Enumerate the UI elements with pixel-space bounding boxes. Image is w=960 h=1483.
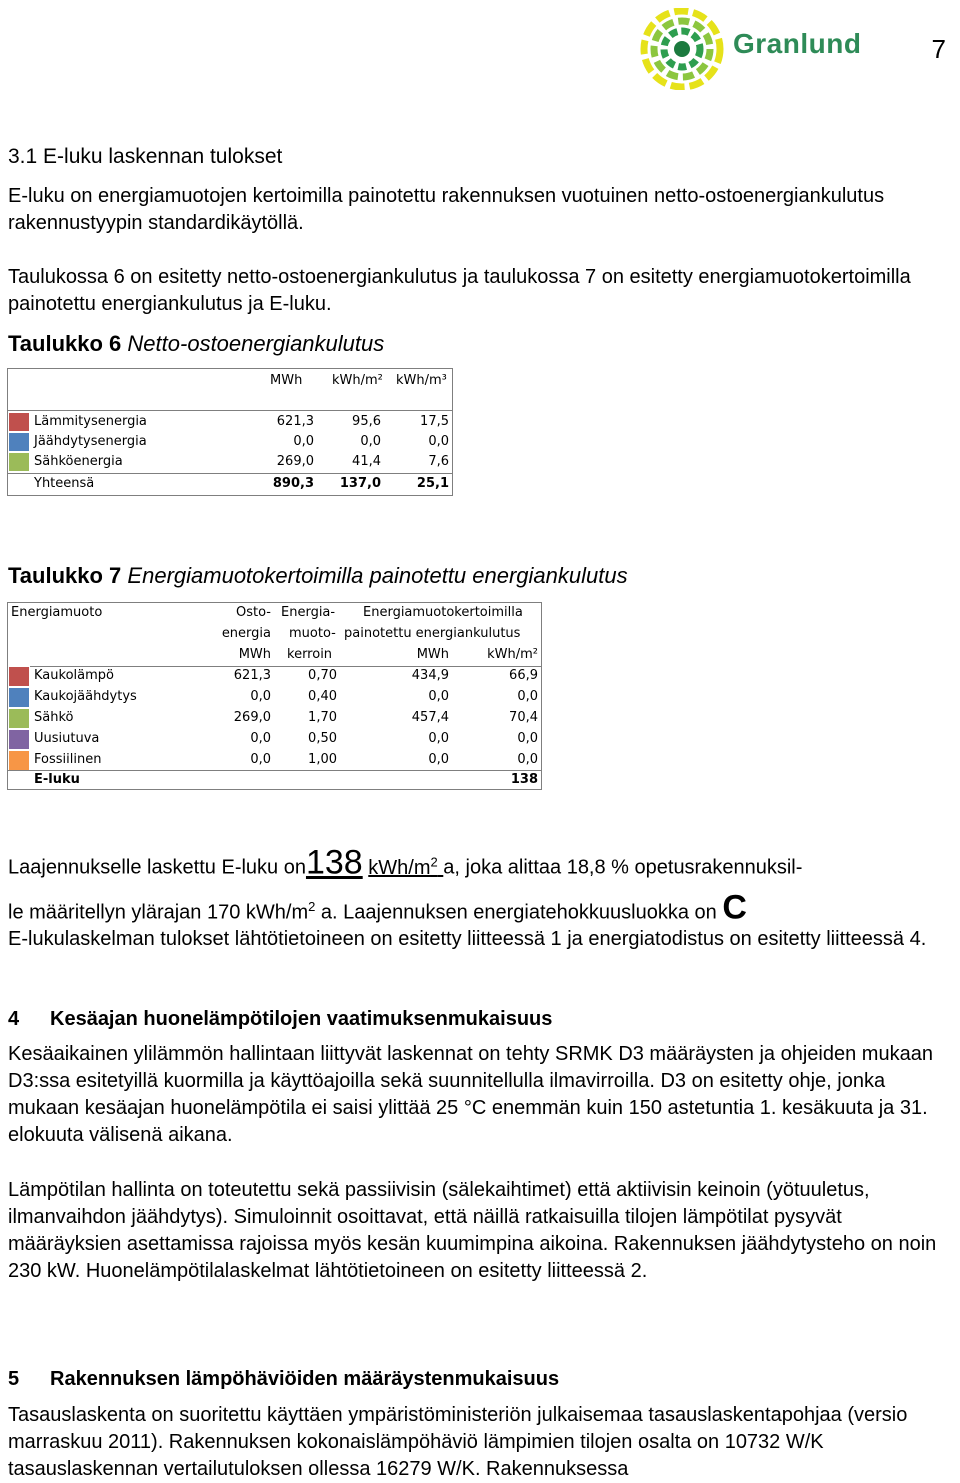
- paragraph: E-luku on energiamuotojen kertoimilla painotettu rakennuksen vuotuinen netto-ostoenergiankulutus rakennustyypin standardikäytöllä.: [8, 185, 885, 234]
- table7-header: kWh/m²: [487, 647, 538, 662]
- table6-row: [8, 452, 452, 472]
- legend-swatch: [8, 452, 30, 472]
- summary-unit: kWh/$m^2$: [368, 854, 438, 879]
- legend-swatch: [8, 708, 30, 729]
- row-label: Jäähdytysenergia: [34, 434, 147, 449]
- row-label: Kaukolämpö: [34, 668, 114, 683]
- cell: 1,00: [308, 752, 337, 767]
- table7-row: [8, 729, 541, 750]
- cell: 7,6: [428, 454, 449, 469]
- cell: 0,0: [428, 689, 449, 704]
- cell: 0,0: [517, 689, 538, 704]
- paragraph: Kesäaikainen ylilämmön hallintaan liittyvät laskennat on tehty SRMK D3 määräysten ja ohjeiden mukaan D3:ssa esitetyillä kuormilla ja käyttöajoilla sekä suunnitellulla ilmavirroilla. D3 on esitetty ohje, jonka mukaan kesäajan huonelämpötila ei saisi ylittää 25 °C enemmän kuin 150 astetuntia 1. kesäkuuta ja 31. elokuuta välisenä aikana.: [8, 1043, 933, 1146]
- cell: 621,3: [276, 414, 314, 429]
- cell: 0,0: [428, 731, 449, 746]
- cell: 0,0: [517, 752, 538, 767]
- legend-swatch: [8, 666, 30, 687]
- cell: 269,0: [276, 454, 314, 469]
- table7-row: [8, 687, 541, 708]
- cell: 66,9: [509, 668, 538, 683]
- table7-eluku-row: [8, 770, 541, 791]
- table6-caption-title: Netto-ostoenergiankulutus: [127, 331, 385, 356]
- legend-swatch: [8, 412, 30, 432]
- legend-swatch: [8, 432, 30, 452]
- table7-caption: [8, 563, 628, 589]
- row-label: E-luku: [34, 772, 80, 787]
- row-label: Sähkö: [34, 710, 74, 725]
- table6-total-row: [8, 474, 452, 494]
- table7-header-energiamuoto: Energiamuoto: [11, 605, 103, 620]
- cell: 0,0: [293, 434, 314, 449]
- paragraph: Lämpötilan hallinta on toteutettu sekä passiivisin (sälekaihtimet) että aktiivisin keinoin (yötuuletus, ilmanvaihdon jäähdytys). Simuloinnit osoittavat, että näillä ratkaisuilla tilojen lämpötilat pysyvät määräyksien asettamissa rajoissa myös kesän kuumimpina aikoina. Rakennuksen jäähdytysteho on noin 230 kW. Huonelämpötilalaskelmat lähtötietoineen on esitetty liitteessä 2.: [8, 1179, 937, 1282]
- legend-swatch: [8, 750, 30, 771]
- section-heading-4: [8, 1008, 552, 1031]
- paragraph: E-lukulaskelman tulokset lähtötietoineen on esitetty liitteessä 1 ja energiatodistus on esitetty liitteessä 4.: [8, 928, 927, 950]
- table6-row: [8, 412, 452, 432]
- cell: 1,70: [308, 710, 337, 725]
- section-heading-3-1: 3.1 E-luku laskennan tulokset: [8, 145, 283, 168]
- cell: 0,70: [308, 668, 337, 683]
- table7: [7, 602, 542, 790]
- summary-text: le määritellyn ylärajan 170 kWh/m: [8, 901, 309, 924]
- row-label: Lämmitysenergia: [34, 414, 147, 429]
- table7-row: [8, 666, 541, 687]
- summary-text: a. Laajennuksen energiatehokkuusluokka on: [315, 901, 717, 924]
- energy-class: C: [722, 888, 747, 927]
- legend-swatch: [8, 729, 30, 750]
- summary-line-2: [8, 890, 953, 930]
- cell: 70,4: [509, 710, 538, 725]
- table6: [7, 368, 453, 496]
- table7-header: kerroin: [287, 647, 333, 662]
- eluku-value: 138: [305, 843, 363, 882]
- cell: 0,0: [250, 752, 271, 767]
- section-title: Kesäajan huonelämpötilojen vaatimuksenmukaisuus: [50, 1008, 553, 1030]
- cell: 0,0: [250, 689, 271, 704]
- table7-row: [8, 708, 541, 729]
- table7-header: painotettu energiankulutus: [344, 626, 521, 641]
- summary-line-1: [8, 845, 953, 885]
- cell: 41,4: [352, 454, 381, 469]
- table7-header: Energia-: [281, 605, 336, 620]
- table6-caption: [8, 331, 384, 357]
- cell: 0,0: [250, 731, 271, 746]
- row-label: Yhteensä: [34, 476, 95, 491]
- table7-header: muoto-: [289, 626, 336, 641]
- table7-row: [8, 750, 541, 771]
- page-number: 7: [931, 34, 946, 64]
- table7-header: MWh: [416, 647, 449, 662]
- legend-swatch: [8, 687, 30, 708]
- cell: 95,6: [352, 414, 381, 429]
- row-label: Kaukojäähdytys: [34, 689, 137, 704]
- table6-header-kwh-m3: kWh/m³: [396, 373, 447, 388]
- cell: 0,0: [360, 434, 381, 449]
- summary-sup: 2: [308, 899, 316, 914]
- cell: 890,3: [272, 476, 314, 491]
- row-label: Uusiutuva: [34, 731, 100, 746]
- cell: 137,0: [339, 476, 381, 491]
- cell: 0,40: [308, 689, 337, 704]
- logo-text: Granlund: [733, 28, 862, 59]
- table6-header-mwh: MWh: [270, 373, 303, 388]
- cell: 269,0: [233, 710, 271, 725]
- table6-divider: [8, 410, 452, 411]
- table6-header-kwh-m2: kWh/m²: [332, 373, 383, 388]
- cell: 457,4: [411, 710, 449, 725]
- table6-caption-label: Taulukko 6: [8, 331, 122, 356]
- paragraph: Taulukossa 6 on esitetty netto-ostoenergiankulutus ja taulukossa 7 on esitetty energiamuotokertoimilla painotettu energiankulutus ja E-luku.: [8, 266, 911, 315]
- table7-header: Energiamuotokertoimilla: [363, 605, 523, 620]
- cell: 434,9: [411, 668, 449, 683]
- section-heading-5: [8, 1368, 559, 1391]
- cell: 0,0: [428, 434, 449, 449]
- table6-row: [8, 432, 452, 452]
- cell: 0,0: [428, 752, 449, 767]
- row-label: Fossiilinen: [34, 752, 102, 767]
- table7-caption-label: Taulukko 7: [8, 563, 122, 588]
- section-title: Rakennuksen lämpöhäviöiden määräystenmukaisuus: [50, 1368, 560, 1390]
- cell: 0,50: [308, 731, 337, 746]
- row-label: Sähköenergia: [34, 454, 123, 469]
- cell: 621,3: [233, 668, 271, 683]
- section-number: 5: [8, 1368, 20, 1390]
- table7-header: MWh: [238, 647, 271, 662]
- summary-text: Laajennukselle laskettu E-luku on: [8, 856, 306, 879]
- cell: 25,1: [416, 476, 449, 491]
- cell: 138: [510, 772, 538, 787]
- table7-header: energia: [221, 626, 271, 641]
- summary-text: a, joka alittaa 18,8 % opetusrakennuksil-: [443, 856, 803, 879]
- cell: 0,0: [517, 731, 538, 746]
- paragraph: Tasauslaskenta on suoritettu käyttäen ympäristöministeriön julkaisemaa tasauslaskentapohjaa (versio marraskuu 2011). Rakennuksen kokonaislämpöhäviö lämpimien tilojen osalta on 10732 W/K tasauslaskennan vertailutuloksen ollessa 16279 W/K. Rakennuksessa: [8, 1404, 908, 1480]
- section-number: 4: [8, 1008, 20, 1030]
- table7-caption-title: Energiamuotokertoimilla painotettu energiankulutus: [127, 563, 628, 588]
- table7-header: Osto-: [236, 605, 271, 620]
- cell: 17,5: [420, 414, 449, 429]
